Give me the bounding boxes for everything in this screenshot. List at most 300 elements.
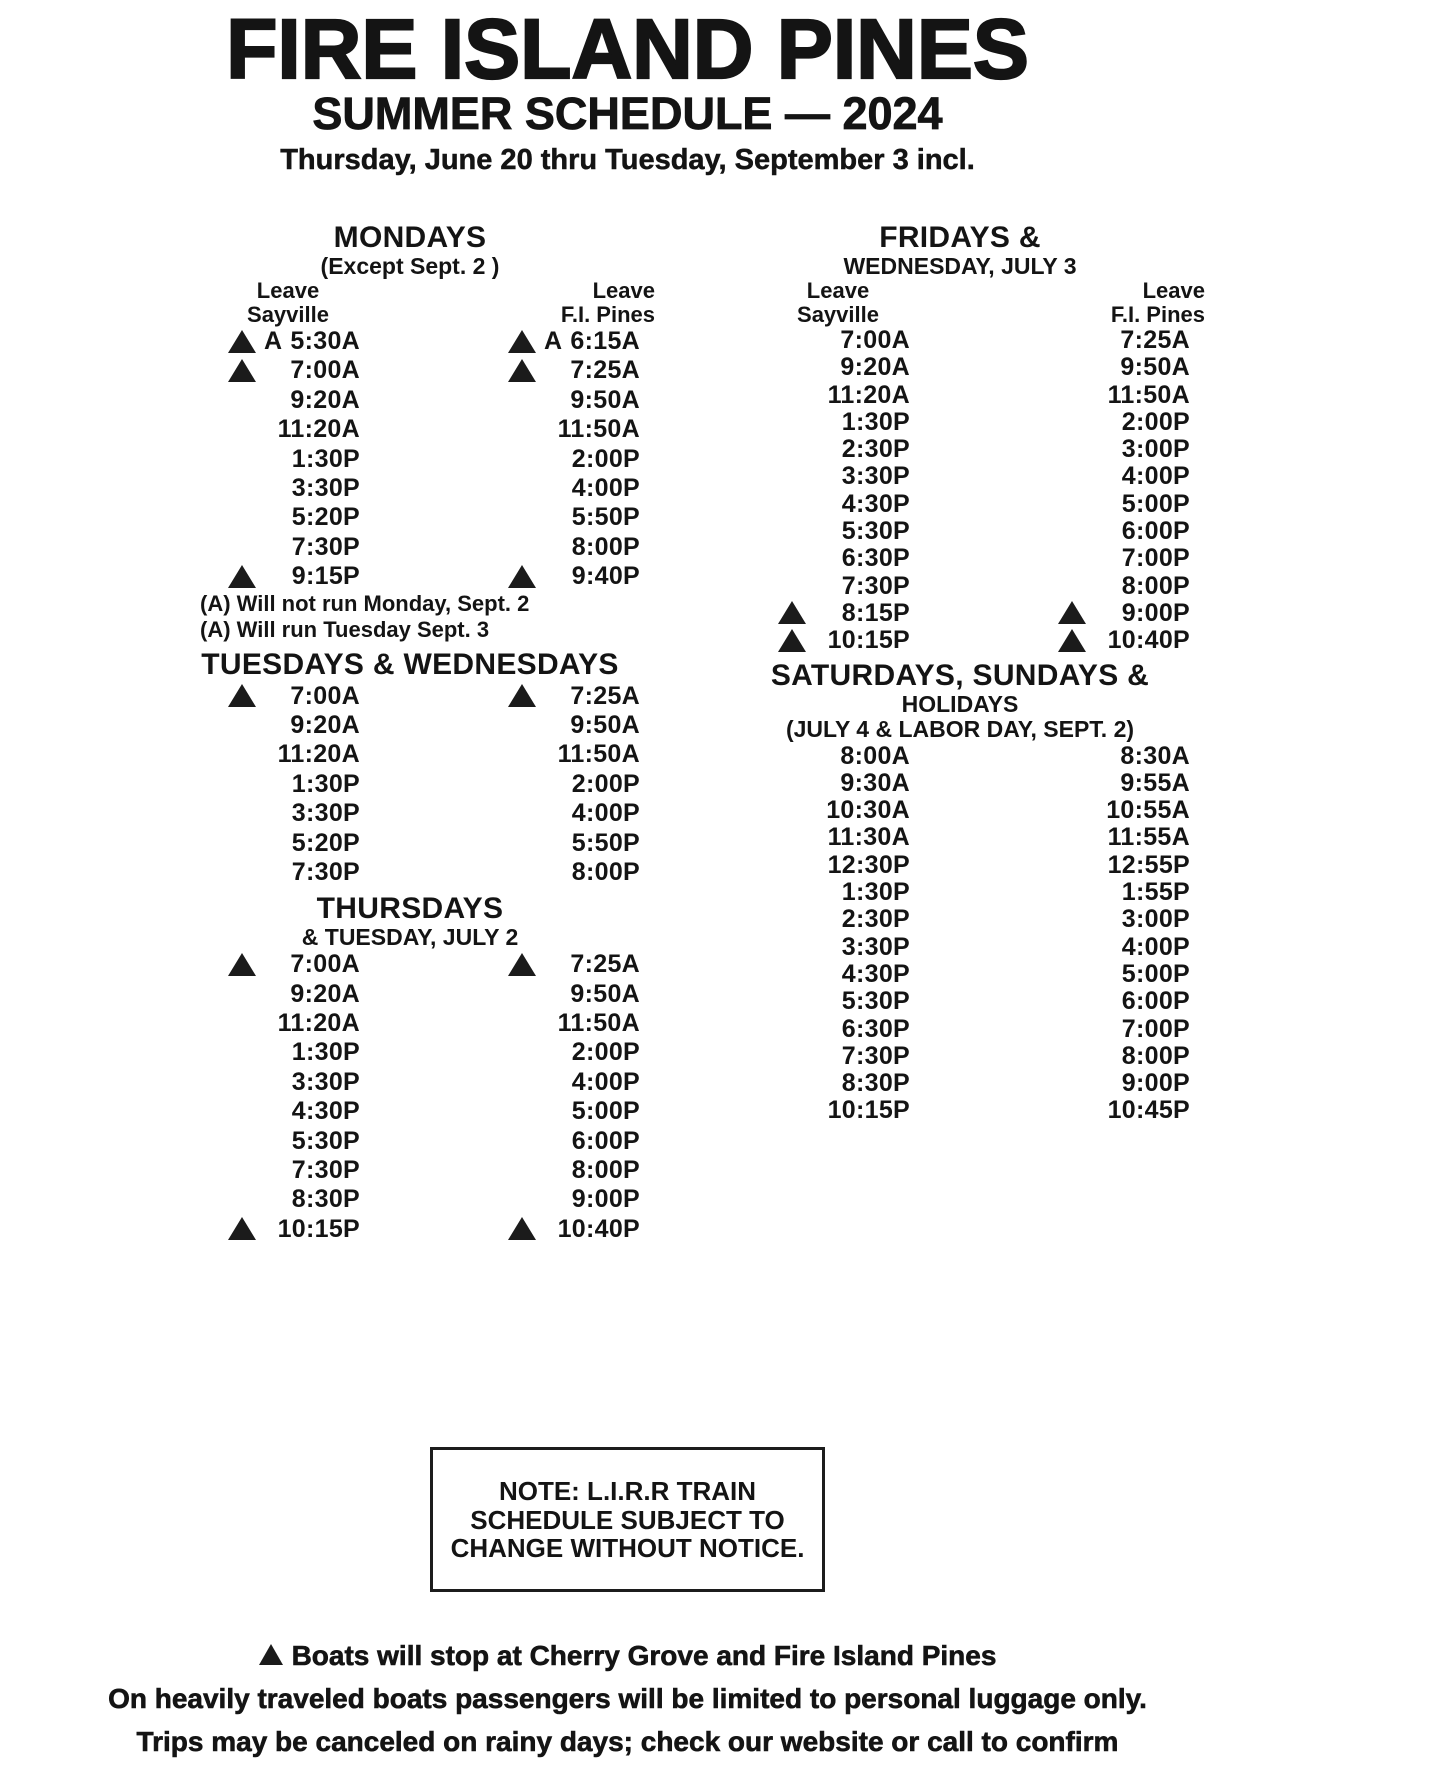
departure-sayville xyxy=(180,415,360,444)
boat-stop-triangle-icon xyxy=(508,359,536,382)
section-note: (A) Will not run Monday, Sept. 2 xyxy=(200,591,530,617)
boat-stop-triangle-icon xyxy=(259,1644,283,1665)
departure-time: 9:30A xyxy=(840,768,910,797)
section-note: (A) Will run Tuesday Sept. 3 xyxy=(200,617,490,643)
departure-time: 9:55A xyxy=(1120,768,1190,797)
leave-header-line: Leave xyxy=(1142,277,1205,303)
departure-time: 11:30A xyxy=(827,823,910,852)
footer-line xyxy=(0,1677,1255,1720)
departure-time: 10:40P xyxy=(1107,626,1190,655)
schedule-row xyxy=(730,1070,1190,1097)
boat-stop-triangle-icon xyxy=(228,330,256,353)
departure-time: 8:00P xyxy=(571,1156,640,1185)
boat-stop-triangle-icon xyxy=(228,359,256,382)
leave-headers xyxy=(180,277,655,327)
schedule-row xyxy=(730,824,1190,851)
departure-time: 7:00A xyxy=(290,356,360,385)
boat-stop-triangle-icon xyxy=(228,1217,256,1240)
departure-time: 5:50P xyxy=(571,828,640,857)
page-title: FIRE ISLAND PINES xyxy=(226,2,1029,96)
schedule-row xyxy=(730,573,1190,600)
boat-stop-triangle-icon xyxy=(508,330,536,353)
departure-time: 7:00A xyxy=(840,326,910,354)
departure-time: 8:15P xyxy=(841,598,910,627)
departure-sayville xyxy=(730,572,910,601)
departure-sayville xyxy=(730,517,910,546)
departure-time: 5:30A xyxy=(290,327,360,356)
leave-header-pines xyxy=(925,279,1205,327)
section-title: SATURDAYS, SUNDAYS & xyxy=(770,659,1150,693)
departure-sayville xyxy=(730,1015,910,1044)
departure-time: 10:40P xyxy=(557,1214,640,1243)
departure-time: 3:00P xyxy=(1121,435,1190,464)
boat-stop-triangle-icon xyxy=(228,953,256,976)
departure-pines xyxy=(910,1042,1190,1071)
departure-time: 6:30P xyxy=(841,1014,910,1043)
boat-stop-triangle-icon xyxy=(228,684,256,707)
departure-time: 4:30P xyxy=(291,1097,360,1126)
boat-stop-triangle-icon xyxy=(1058,629,1086,652)
departure-time: 2:30P xyxy=(841,905,910,934)
departure-pines xyxy=(360,799,640,828)
departure-pines xyxy=(910,851,1190,880)
departure-time: 7:25A xyxy=(570,950,640,979)
departure-pines xyxy=(360,533,640,562)
departure-pines xyxy=(910,435,1190,464)
boat-stop-triangle-icon xyxy=(508,1217,536,1240)
schedule-row xyxy=(730,742,1190,769)
schedule-row xyxy=(730,961,1190,988)
departure-time: 7:00P xyxy=(1121,544,1190,573)
departure-time: 2:00P xyxy=(571,769,640,798)
departure-time: 9:20A xyxy=(840,353,910,382)
departure-pines xyxy=(910,381,1190,410)
schedule-row xyxy=(180,770,640,799)
schedule-section-thursdays xyxy=(180,893,640,1244)
departure-time: 8:00P xyxy=(1121,1041,1190,1070)
departure-time: 8:00A xyxy=(840,741,910,770)
departure-time: 6:00P xyxy=(1121,987,1190,1016)
departure-time: 9:20A xyxy=(290,979,360,1008)
departure-pines xyxy=(360,1009,640,1038)
schedule-section-saturdays-sundays-holidays xyxy=(730,660,1190,1124)
departure-time: 9:50A xyxy=(570,385,640,414)
schedule-row xyxy=(730,1097,1190,1124)
footer-line xyxy=(0,1634,1255,1677)
boat-stop-triangle-icon xyxy=(508,953,536,976)
departure-time: 7:30P xyxy=(291,532,360,561)
departure-time: 7:00A xyxy=(290,950,360,979)
schedule-row xyxy=(180,858,640,887)
departure-sayville xyxy=(180,533,360,562)
departure-time: 7:25A xyxy=(570,681,640,710)
departure-time: 5:30P xyxy=(841,517,910,546)
schedule-row xyxy=(180,1185,640,1214)
departure-pines xyxy=(910,326,1190,355)
schedule-row xyxy=(180,1009,640,1038)
schedule-row xyxy=(180,474,640,503)
departure-sayville xyxy=(180,980,360,1009)
schedule-row xyxy=(730,879,1190,906)
departure-sayville xyxy=(730,905,910,934)
schedule-row xyxy=(180,533,640,562)
departure-time: 9:20A xyxy=(290,710,360,739)
schedule-section-fridays xyxy=(730,220,1205,655)
departure-time: 11:20A xyxy=(277,1009,360,1038)
schedule-row xyxy=(730,933,1190,960)
departure-sayville xyxy=(730,987,910,1016)
departure-time: 9:50A xyxy=(570,710,640,739)
note-box-line: SCHEDULE SUBJECT TO xyxy=(470,1504,785,1535)
departure-time: 7:30P xyxy=(841,571,910,600)
departure-sayville xyxy=(180,682,360,711)
departure-time: 9:50A xyxy=(570,979,640,1008)
section-title: FRIDAYS & xyxy=(879,220,1041,254)
departure-time: 6:00P xyxy=(1121,517,1190,546)
departure-time: 3:30P xyxy=(291,799,360,828)
departure-sayville xyxy=(180,445,360,474)
departure-time: 4:00P xyxy=(1121,462,1190,491)
departure-pines xyxy=(360,950,640,979)
schedule-row xyxy=(180,711,640,740)
schedule-row xyxy=(180,444,640,473)
departure-time: 11:50A xyxy=(557,415,640,444)
schedule-column-left xyxy=(180,220,655,1244)
departure-pines xyxy=(360,980,640,1009)
departure-time: 4:00P xyxy=(571,799,640,828)
schedule-row xyxy=(180,828,640,857)
departure-sayville xyxy=(730,490,910,519)
departure-sayville xyxy=(730,353,910,382)
note-box-line: CHANGE WITHOUT NOTICE. xyxy=(450,1533,805,1563)
departure-time: 5:00P xyxy=(1121,489,1190,518)
departure-sayville xyxy=(730,1042,910,1071)
boat-stop-triangle-icon xyxy=(508,565,536,588)
footer-text: On heavily traveled boats passengers will be limited to personal luggage only. xyxy=(108,1683,1147,1714)
departure-pines xyxy=(360,1068,640,1097)
departure-time: 5:00P xyxy=(571,1097,640,1126)
departure-pines xyxy=(360,740,640,769)
departure-time: 9:00P xyxy=(571,1185,640,1214)
schedule-row xyxy=(180,327,640,356)
leave-header-line: F.I. Pines xyxy=(560,301,655,327)
departure-sayville xyxy=(180,740,360,769)
departure-pines xyxy=(910,517,1190,546)
departure-sayville xyxy=(730,599,910,628)
leave-header-line: Leave xyxy=(806,277,870,303)
departure-sayville xyxy=(730,326,910,355)
departure-sayville xyxy=(730,742,910,771)
leave-header-line: Sayville xyxy=(247,301,329,327)
departure-pines xyxy=(910,353,1190,382)
departure-pines xyxy=(910,905,1190,934)
departure-time: 9:00P xyxy=(1121,598,1190,627)
departure-pines xyxy=(910,626,1190,655)
departure-time: 10:30A xyxy=(826,796,910,825)
departure-time: 11:50A xyxy=(1107,380,1190,409)
departure-sayville xyxy=(730,544,910,573)
schedule-row xyxy=(730,545,1190,572)
departure-time: 11:50A xyxy=(557,1009,640,1038)
departure-sayville xyxy=(180,562,360,591)
departure-pines xyxy=(910,769,1190,798)
departure-pines xyxy=(910,742,1190,771)
schedule-row xyxy=(180,1215,640,1244)
departure-pines xyxy=(910,933,1190,962)
departure-time: 8:30A xyxy=(1120,741,1190,770)
departure-time: 9:50A xyxy=(1120,353,1190,382)
note-box xyxy=(430,1447,825,1592)
departure-time: 6:30P xyxy=(841,544,910,573)
schedule-row xyxy=(730,988,1190,1015)
schedule-row xyxy=(180,950,640,979)
departure-sayville xyxy=(180,356,360,385)
page-subtitle: SUMMER SCHEDULE — 2024 xyxy=(312,87,943,139)
departure-time: 5:30P xyxy=(291,1126,360,1155)
departure-time: 11:20A xyxy=(827,380,910,409)
departure-sayville xyxy=(180,1009,360,1038)
departure-pines xyxy=(360,445,640,474)
schedule-row xyxy=(180,740,640,769)
departure-pines xyxy=(360,474,640,503)
departure-time: 7:25A xyxy=(1120,326,1190,354)
departure-pines xyxy=(910,544,1190,573)
schedule-row xyxy=(730,627,1190,654)
departure-sayville xyxy=(180,799,360,828)
departure-time: 9:20A xyxy=(290,385,360,414)
departure-sayville xyxy=(180,829,360,858)
schedule-row xyxy=(180,386,640,415)
departure-sayville xyxy=(180,1127,360,1156)
schedule-row xyxy=(730,381,1190,408)
departure-time: 9:00P xyxy=(1121,1069,1190,1098)
departure-pines xyxy=(360,829,640,858)
departure-time: 4:30P xyxy=(841,489,910,518)
departure-time: 10:45P xyxy=(1107,1096,1190,1125)
note-box-line: NOTE: L.I.R.R TRAIN xyxy=(498,1476,757,1506)
departure-time: 3:30P xyxy=(291,1067,360,1096)
departure-time: 8:00P xyxy=(1121,571,1190,600)
departure-time: 1:30P xyxy=(291,769,360,798)
departure-time: 2:00P xyxy=(571,1038,640,1067)
schedule-section-mondays xyxy=(180,220,655,644)
section-subtitle: (JULY 4 & LABOR DAY, SEPT. 2) xyxy=(785,716,1135,743)
schedule-columns xyxy=(0,222,1255,1244)
departure-pines xyxy=(910,1015,1190,1044)
departure-time: 4:30P xyxy=(841,959,910,988)
schedule-row xyxy=(730,770,1190,797)
departure-sayville xyxy=(730,1096,910,1125)
leave-headers xyxy=(730,277,1205,327)
schedule-row xyxy=(730,518,1190,545)
departure-time: 5:50P xyxy=(571,503,640,532)
departure-time: 8:00P xyxy=(571,857,640,886)
departure-sayville xyxy=(730,1069,910,1098)
departure-pines xyxy=(360,1127,640,1156)
departure-pines xyxy=(910,960,1190,989)
departure-time: 11:20A xyxy=(277,740,360,769)
schedule-row xyxy=(730,906,1190,933)
departure-time: 2:00P xyxy=(1121,407,1190,436)
departure-time: 9:15P xyxy=(291,562,360,591)
departure-time: 10:15P xyxy=(277,1214,360,1243)
schedule-row xyxy=(730,354,1190,381)
schedule-row xyxy=(730,327,1190,354)
departure-pines xyxy=(910,1069,1190,1098)
departure-time: 12:30P xyxy=(827,850,910,879)
section-title: TUESDAYS & WEDNESDAYS xyxy=(201,648,619,682)
departure-sayville xyxy=(180,770,360,799)
boat-stop-triangle-icon xyxy=(778,602,806,625)
departure-sayville xyxy=(730,626,910,655)
departure-pines xyxy=(360,415,640,444)
departure-pines xyxy=(360,858,640,887)
departure-pines xyxy=(360,562,640,591)
departure-time: 8:30P xyxy=(841,1069,910,1098)
departure-time: 3:30P xyxy=(841,932,910,961)
schedule-row xyxy=(180,1038,640,1067)
departure-time: 7:30P xyxy=(841,1041,910,1070)
schedule-section-tuesdays-wednesdays xyxy=(180,649,640,887)
departure-pines xyxy=(360,356,640,385)
departure-sayville xyxy=(180,1215,360,1244)
departure-sayville xyxy=(730,408,910,437)
departure-time: 7:00P xyxy=(1121,1014,1190,1043)
departure-pines xyxy=(360,1156,640,1185)
schedule-row xyxy=(180,1156,640,1185)
schedule-row xyxy=(180,1068,640,1097)
leave-header-sayville xyxy=(198,279,378,327)
leave-header-line: Leave xyxy=(256,277,320,303)
leave-header-line: F.I. Pines xyxy=(1110,301,1205,327)
departure-sayville xyxy=(730,769,910,798)
departure-pines xyxy=(360,1215,640,1244)
departure-sayville xyxy=(730,462,910,491)
departure-time: 1:30P xyxy=(841,878,910,907)
leave-header-sayville xyxy=(748,279,928,327)
departure-time: 7:25A xyxy=(570,356,640,385)
schedule-row xyxy=(180,799,640,828)
departure-time: 5:30P xyxy=(841,987,910,1016)
section-subtitle: WEDNESDAY, JULY 3 xyxy=(843,252,1077,279)
boat-stop-triangle-icon xyxy=(778,629,806,652)
departure-pines xyxy=(360,327,640,356)
boat-stop-triangle-icon xyxy=(228,565,256,588)
departure-time: 8:30P xyxy=(291,1185,360,1214)
schedule-row xyxy=(180,1126,640,1155)
departure-pines xyxy=(360,1097,640,1126)
departure-time: 1:30P xyxy=(291,1038,360,1067)
schedule-row xyxy=(730,600,1190,627)
section-subtitle: & TUESDAY, JULY 2 xyxy=(301,924,519,951)
departure-time: 1:55P xyxy=(1121,878,1190,907)
departure-time: 4:00P xyxy=(1121,932,1190,961)
schedule-row xyxy=(180,415,640,444)
departure-pines xyxy=(910,878,1190,907)
departure-time: 5:00P xyxy=(1121,959,1190,988)
departure-pines xyxy=(360,711,640,740)
schedule-row xyxy=(180,356,640,385)
departure-time: 4:00P xyxy=(571,1067,640,1096)
departure-pines xyxy=(360,1185,640,1214)
schedule-row xyxy=(180,503,640,532)
departure-time: 1:30P xyxy=(291,444,360,473)
departure-time: 11:50A xyxy=(557,740,640,769)
departure-time: 7:30P xyxy=(291,1156,360,1185)
section-title: THURSDAYS xyxy=(316,892,504,926)
departure-sayville xyxy=(730,381,910,410)
boat-stop-triangle-icon xyxy=(508,684,536,707)
departure-sayville xyxy=(180,1038,360,1067)
departure-sayville xyxy=(730,878,910,907)
departure-time: 10:15P xyxy=(827,1096,910,1125)
departure-sayville xyxy=(180,327,360,356)
departure-time: 5:20P xyxy=(291,503,360,532)
footer-line xyxy=(0,1720,1255,1763)
departure-time: 3:00P xyxy=(1121,905,1190,934)
departure-sayville xyxy=(730,851,910,880)
departure-sayville xyxy=(730,960,910,989)
schedule-row xyxy=(180,1097,640,1126)
departure-time: 7:30P xyxy=(291,857,360,886)
schedule-row xyxy=(180,979,640,1008)
note-letter: A xyxy=(543,327,562,356)
schedule-row xyxy=(730,797,1190,824)
departure-time: 10:15P xyxy=(827,626,910,655)
departure-sayville xyxy=(180,1156,360,1185)
departure-time: 8:00P xyxy=(571,532,640,561)
leave-header-pines xyxy=(375,279,655,327)
departure-time: 2:30P xyxy=(841,435,910,464)
departure-sayville xyxy=(180,950,360,979)
departure-pines xyxy=(910,823,1190,852)
departure-time: 11:55A xyxy=(1107,823,1190,852)
departure-pines xyxy=(360,682,640,711)
schedule-row xyxy=(180,681,640,710)
schedule-column-right xyxy=(730,220,1205,1125)
departure-time: 3:30P xyxy=(291,473,360,502)
section-subtitle: (Except Sept. 2 ) xyxy=(320,252,500,279)
departure-pines xyxy=(910,490,1190,519)
date-range: Thursday, June 20 thru Tuesday, September 3 incl. xyxy=(280,144,975,177)
schedule-row xyxy=(730,463,1190,490)
section-subtitle: HOLIDAYS xyxy=(901,691,1019,718)
footer-notes xyxy=(0,1634,1255,1763)
departure-sayville xyxy=(730,435,910,464)
section-title: MONDAYS xyxy=(333,220,487,254)
schedule-header xyxy=(0,2,1255,178)
departure-pines xyxy=(910,796,1190,825)
departure-pines xyxy=(360,1038,640,1067)
schedule-page xyxy=(0,2,1255,1763)
schedule-row xyxy=(730,409,1190,436)
departure-sayville xyxy=(730,823,910,852)
schedule-row xyxy=(730,491,1190,518)
departure-pines xyxy=(910,987,1190,1016)
schedule-row xyxy=(730,852,1190,879)
departure-pines xyxy=(360,770,640,799)
departure-sayville xyxy=(180,858,360,887)
departure-pines xyxy=(910,599,1190,628)
departure-sayville xyxy=(730,933,910,962)
departure-pines xyxy=(910,1096,1190,1125)
departure-time: 2:00P xyxy=(571,444,640,473)
schedule-row xyxy=(730,1015,1190,1042)
departure-pines xyxy=(910,462,1190,491)
schedule-row xyxy=(180,562,640,591)
departure-time: 1:30P xyxy=(841,407,910,436)
departure-sayville xyxy=(180,1068,360,1097)
